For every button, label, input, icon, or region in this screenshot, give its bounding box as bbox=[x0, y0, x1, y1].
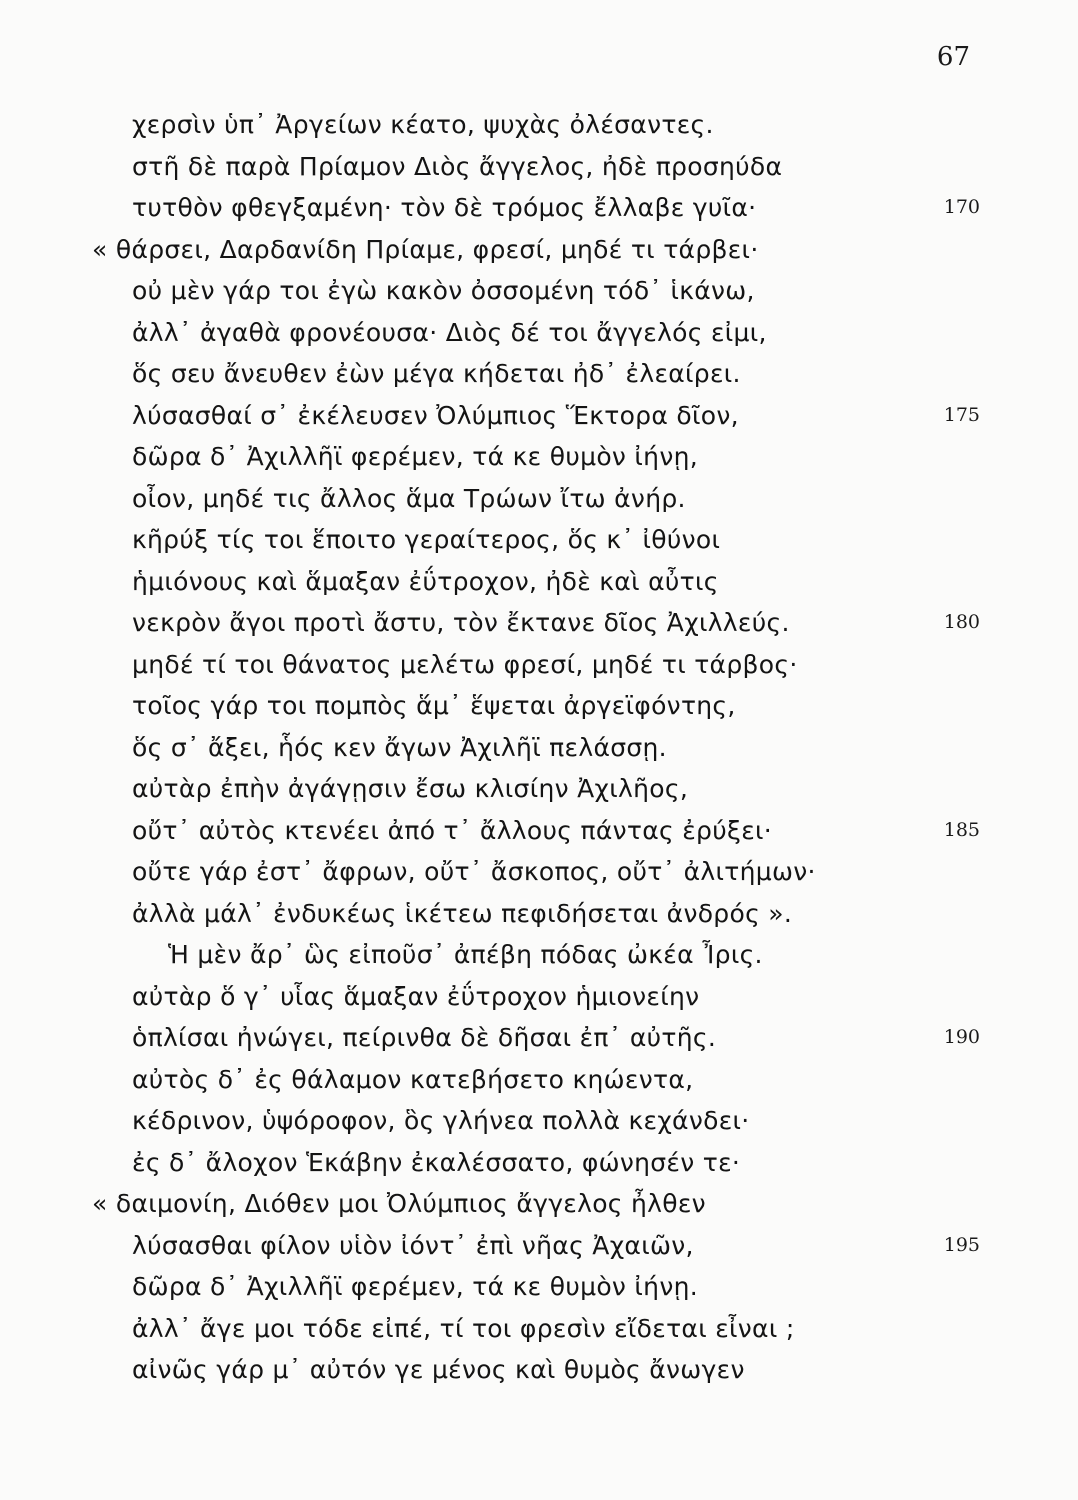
verse-line bbox=[0, 976, 1078, 1018]
verse-line-text: « δαιμονίη, Διόθεν μοι Ὀλύμπιος ἄγγελος ἦλθεν bbox=[92, 1189, 706, 1218]
verse-line bbox=[0, 436, 1078, 478]
verse-line bbox=[0, 104, 1078, 146]
verse-line-text: οὐ μὲν γάρ τοι ἐγὼ κακὸν ὀσσομένη τόδ᾽ ἱκάνω, bbox=[132, 276, 755, 305]
verse-line bbox=[0, 602, 1078, 644]
verse-line-text: Ἡ μὲν ἄρ᾽ ὣς εἰποῦσ᾽ ἀπέβη πόδας ὠκέα Ἶρις. bbox=[168, 940, 763, 969]
line-number: 190 bbox=[943, 1026, 980, 1048]
verse-line-text: κέδρινον, ὑψόροφον, ὃς γλήνεα πολλὰ κεχάνδει· bbox=[132, 1106, 750, 1135]
verse-line bbox=[0, 1142, 1078, 1184]
verse-line bbox=[0, 353, 1078, 395]
verse-line bbox=[0, 229, 1078, 271]
verse-line bbox=[0, 1100, 1078, 1142]
verse-line-text: νεκρὸν ἄγοι προτὶ ἄστυ, τὸν ἔκτανε δῖος Ἀχιλλεύς. bbox=[132, 608, 790, 637]
verse-line-text: ὅς σ᾽ ἄξει, ἧός κεν ἄγων Ἀχιλῆϊ πελάσσῃ. bbox=[132, 732, 667, 762]
verse-line-text: λύσασθαι φίλον υἱὸν ἰόντ᾽ ἐπὶ νῆας Ἀχαιῶν, bbox=[132, 1230, 694, 1260]
verse-line-text: ἡμιόνους καὶ ἅμαξαν ἐΰτροχον, ἠδὲ καὶ αὖτις bbox=[132, 566, 719, 596]
verse-line bbox=[0, 478, 1078, 520]
verse-line bbox=[0, 1225, 1078, 1267]
verse-line-text: ὅς σευ ἄνευθεν ἐὼν μέγα κήδεται ἠδ᾽ ἐλεαίρει. bbox=[132, 359, 741, 388]
verse-line-text: οὔτ᾽ αὐτὸς κτενέει ἀπό τ᾽ ἄλλους πάντας ἐρύξει· bbox=[132, 815, 773, 845]
verse-line-text: μηδέ τί τοι θάνατος μελέτω φρεσί, μηδέ τι τάρβος· bbox=[132, 649, 798, 679]
verse-line bbox=[0, 146, 1078, 188]
verse-line bbox=[0, 395, 1078, 437]
verse-line bbox=[0, 934, 1078, 976]
page-number: 67 bbox=[936, 42, 970, 72]
verse-line-text: αὐτὸς δ᾽ ἐς θάλαμον κατεβήσετο κηώεντα, bbox=[132, 1064, 694, 1094]
verse-line-text: αὐτὰρ ὅ γ᾽ υἷας ἅμαξαν ἐΰτροχον ἡμιονείην bbox=[132, 981, 700, 1011]
verse-line bbox=[0, 1059, 1078, 1101]
verse-line-text: αἰνῶς γάρ μ᾽ αὐτόν γε μένος καὶ θυμὸς ἄνωγεν bbox=[132, 1355, 745, 1384]
verse-line-text: ἐς δ᾽ ἄλοχον Ἑκάβην ἐκαλέσσατο, φώνησέν τε· bbox=[132, 1147, 741, 1177]
verse-line-text: ἀλλ᾽ ἀγαθὰ φρονέουσα· Διὸς δέ τοι ἄγγελός εἰμι, bbox=[132, 317, 767, 347]
verse-line bbox=[0, 893, 1078, 935]
verse-line bbox=[0, 685, 1078, 727]
verse-line bbox=[0, 270, 1078, 312]
verse-line-text: οὔτε γάρ ἐστ᾽ ἄφρων, οὔτ᾽ ἄσκοπος, οὔτ᾽ ἀλιτήμων· bbox=[132, 857, 816, 886]
verse-line bbox=[0, 810, 1078, 852]
verse-line-text: δῶρα δ᾽ Ἀχιλλῆϊ φερέμεν, τά κε θυμὸν ἰήνῃ. bbox=[132, 1272, 698, 1301]
verse-line bbox=[0, 644, 1078, 686]
verse-line-text: ἀλλ᾽ ἄγε μοι τόδε εἰπέ, τί τοι φρεσὶν εἴδεται εἶναι ; bbox=[132, 1313, 795, 1343]
verse-line-text: τοῖος γάρ τοι πομπὸς ἅμ᾽ ἕψεται ἀργεϊφόντης, bbox=[132, 691, 736, 720]
verse-line bbox=[0, 519, 1078, 561]
line-number: 170 bbox=[943, 196, 980, 218]
verse-line-text: δῶρα δ᾽ Ἀχιλλῆϊ φερέμεν, τά κε θυμὸν ἰήνῃ, bbox=[132, 442, 698, 471]
verse-line bbox=[0, 768, 1078, 810]
verse-line bbox=[0, 1017, 1078, 1059]
verse-line-text: στῆ δὲ παρὰ Πρίαμον Διὸς ἄγγελος, ἠδὲ προσηύδα bbox=[132, 151, 783, 181]
verse-block bbox=[0, 104, 1078, 1391]
line-number: 180 bbox=[943, 611, 980, 633]
verse-line bbox=[0, 851, 1078, 893]
verse-line-text: αὐτὰρ ἐπὴν ἀγάγῃσιν ἔσω κλισίην Ἀχιλῆος, bbox=[132, 774, 689, 803]
verse-line bbox=[0, 312, 1078, 354]
verse-line-text: οἶον, μηδέ τις ἄλλος ἅμα Τρώων ἴτω ἀνήρ. bbox=[132, 483, 686, 513]
line-number: 185 bbox=[943, 818, 980, 841]
verse-line-text: λύσασθαί σ᾽ ἐκέλευσεν Ὀλύμπιος Ἕκτορα δῖον, bbox=[132, 400, 739, 430]
verse-line bbox=[0, 1349, 1078, 1391]
verse-line bbox=[0, 187, 1078, 229]
line-number: 175 bbox=[943, 403, 980, 426]
verse-line bbox=[0, 1266, 1078, 1308]
verse-line bbox=[0, 727, 1078, 769]
verse-line-text: τυτθὸν φθεγξαμένη· τὸν δὲ τρόμος ἔλλαβε γυῖα· bbox=[132, 193, 757, 222]
verse-line bbox=[0, 1308, 1078, 1350]
verse-line-text: ἀλλὰ μάλ᾽ ἐνδυκέως ἱκέτεω πεφιδήσεται ἀνδρός ». bbox=[132, 898, 793, 928]
line-number: 195 bbox=[943, 1233, 980, 1256]
verse-line bbox=[0, 561, 1078, 603]
verse-line-text: χερσὶν ὑπ᾽ Ἀργείων κέατο, ψυχὰς ὀλέσαντες. bbox=[132, 110, 714, 139]
verse-line-text: ὁπλίσαι ἠνώγει, πείρινθα δὲ δῆσαι ἐπ᾽ αὐτῆς. bbox=[132, 1023, 717, 1052]
verse-line-text: « θάρσει, Δαρδανίδη Πρίαμε, φρεσί, μηδέ τι τάρβει· bbox=[92, 234, 759, 264]
verse-line-text: κῆρύξ τίς τοι ἕποιτο γεραίτερος, ὅς κ᾽ ἰθύνοι bbox=[132, 525, 721, 554]
verse-line bbox=[0, 1183, 1078, 1225]
